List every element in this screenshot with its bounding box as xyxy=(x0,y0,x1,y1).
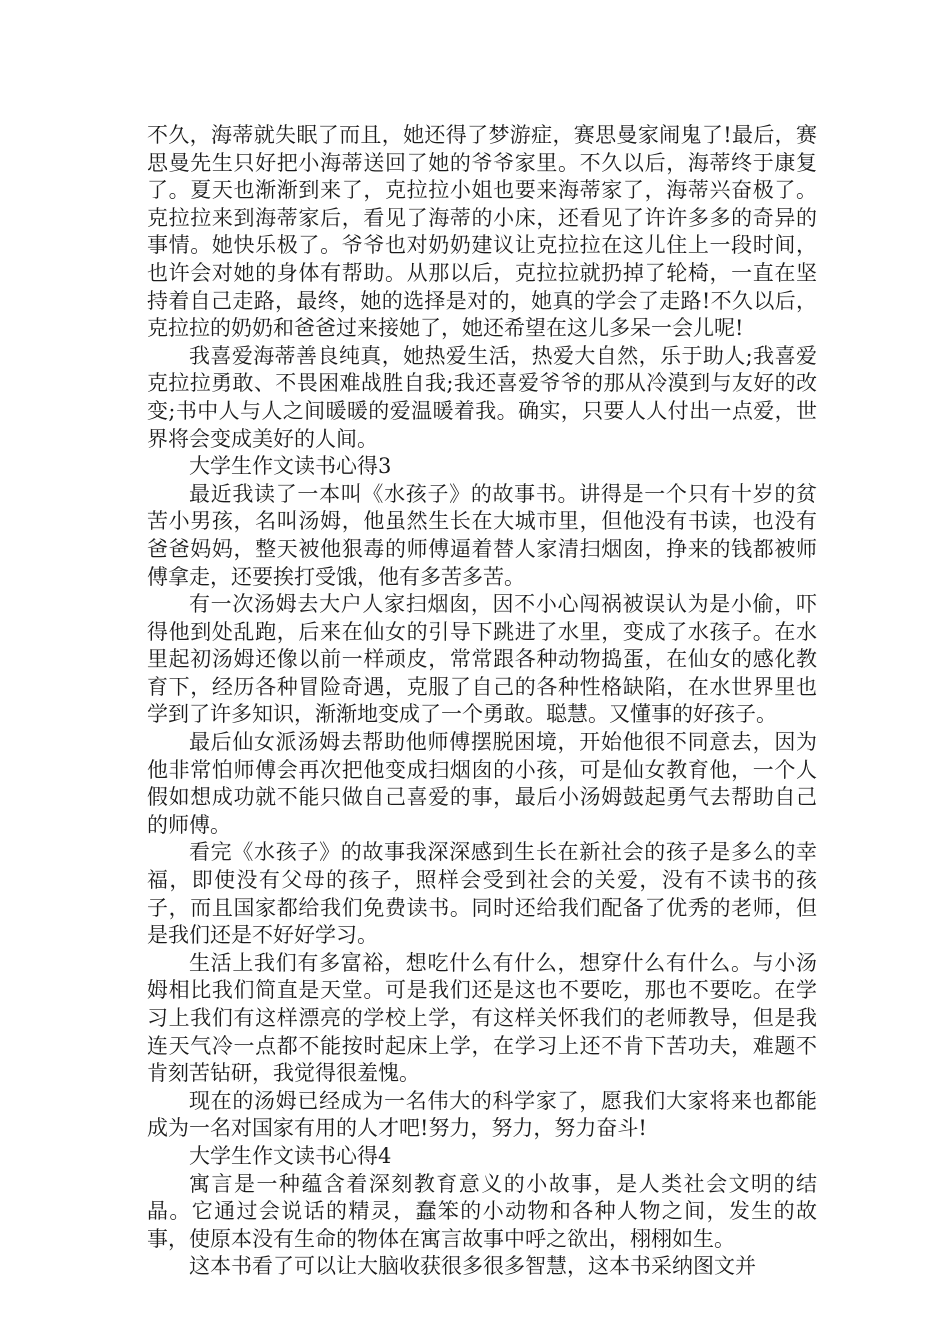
body-paragraph-5: 最后仙女派汤姆去帮助他师傅摆脱困境，开始他很不同意去，因为他非常怕师傅会再次把他变成扫烟囱的小孩，可是仙女教育他，一个人假如想成功就不能只做自己喜爱的事，最后小汤姆鼓起勇气去帮助自己的师傅。 xyxy=(147,730,817,837)
body-paragraph-9: 寓言是一种蕴含着深刻教育意义的小故事，是人类社会文明的结晶。它通过会说话的精灵，蠢笨的小动物和各种人物之间，发生的故事，使原本没有生命的物体在寓言故事中呼之欲出，栩栩如生。 xyxy=(147,1171,817,1251)
body-paragraph-10: 这本书看了可以让大脑收获很多很多智慧，这本书采纳图文并 xyxy=(189,1254,756,1279)
section-heading-4: 大学生作文读书心得4 xyxy=(189,1143,392,1168)
body-paragraph-1: 不久，海蒂就失眠了而且，她还得了梦游症，赛思曼家闹鬼了!最后，赛思曼先生只好把小海蒂送回了她的爷爷家里。不久以后，海蒂终于康复了。夏天也渐渐到来了，克拉拉小姐也要来海蒂家了，海蒂兴奋极了。克拉拉来到海蒂家后，看见了海蒂的小床，还看见了许许多多的奇异的事情。她快乐极了。爷爷也对奶奶建议让克拉拉在这儿住上一段时间，也许会对她的身体有帮助。从那以后，克拉拉就扔掉了轮椅，一直在坚持着自己走路，最终，她的选择是对的，她真的学会了走路!不久以后，克拉拉的奶奶和爸爸过来接她了，她还希望在这儿多呆一会儿呢! xyxy=(147,123,817,341)
section-heading-3: 大学生作文读书心得3 xyxy=(189,454,392,479)
document-page xyxy=(147,122,817,1281)
body-paragraph-6: 看完《水孩子》的故事我深深感到生长在新社会的孩子是多么的幸福，即使没有父母的孩子，照样会受到社会的关爱，没有不读书的孩子，而且国家都给我们免费读书。同时还给我们配备了优秀的老师，但是我们还是不好好学习。 xyxy=(147,840,817,948)
body-paragraph-2: 我喜爱海蒂善良纯真，她热爱生活，热爱大自然，乐于助人;我喜爱克拉拉勇敢、不畏困难战胜自我;我还喜爱爷爷的那从冷漠到与友好的改变;书中人与人之间暖暖的爱温暖着我。确实，只要人人付出一点爱，世界将会变成美好的人间。 xyxy=(147,343,817,451)
body-paragraph-7: 生活上我们有多富裕，想吃什么有什么，想穿什么有什么。与小汤姆相比我们简直是天堂。可是我们还是这也不要吃，那也不要吃。在学习上我们有这样漂亮的学校上学，有这样关怀我们的老师教导，但是我连天气冷一点都不能按时起床上学，在学习上还不肯下苦功夫，难题不肯刻苦钻研，我觉得很羞愧。 xyxy=(147,950,817,1086)
body-paragraph-8: 现在的汤姆已经成为一名伟大的科学家了，愿我们大家将来也都能成为一名对国家有用的人才吧!努力，努力，努力奋斗! xyxy=(147,1088,817,1141)
body-paragraph-4: 有一次汤姆去大户人家扫烟囱，因不小心闯祸被误认为是小偷，吓得他到处乱跑，后来在仙女的引导下跳进了水里，变成了水孩子。在水里起初汤姆还像以前一样顽皮，常常跟各种动物捣蛋，在仙女的感化教育下，经历各种冒险奇遇，克服了自己的各种性格缺陷，在水世界里也学到了许多知识，渐渐地变成了一个勇敢。聪慧。又懂事的好孩子。 xyxy=(147,592,817,727)
body-paragraph-3: 最近我读了一本叫《水孩子》的故事书。讲得是一个只有十岁的贫苦小男孩，名叫汤姆，他虽然生长在大城市里，但他没有书读，也没有爸爸妈妈，整天被他狠毒的师傅逼着替人家清扫烟囱，挣来的钱都被师傅拿走，还要挨打受饿，他有多苦多苦。 xyxy=(147,481,817,589)
